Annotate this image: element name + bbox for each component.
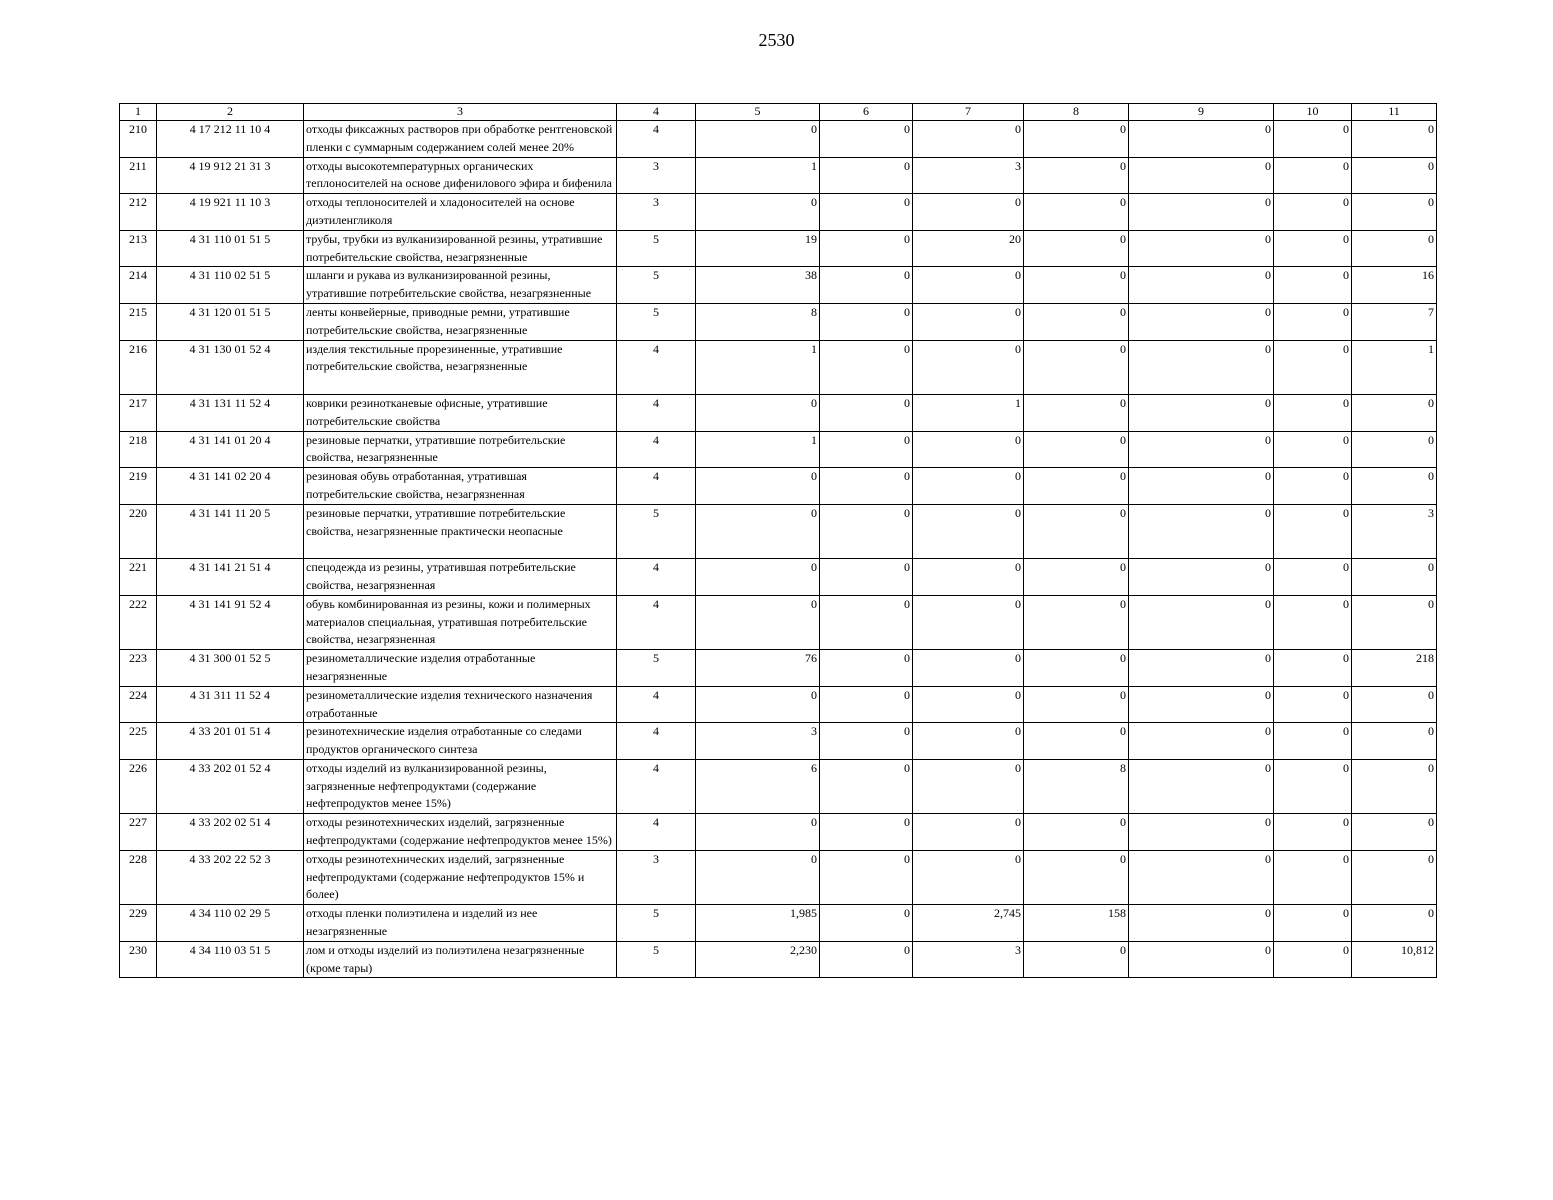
value-col-9: 0 [1129, 941, 1274, 978]
value-col-6: 0 [820, 468, 913, 505]
value-col-11: 0 [1352, 814, 1437, 851]
value-col-8: 0 [1024, 941, 1129, 978]
waste-description: резинометаллические изделия отработанные незагрязненные [304, 650, 617, 687]
waste-code: 4 31 141 02 20 4 [157, 468, 304, 505]
column-header-7: 7 [913, 104, 1024, 121]
waste-description: резиновые перчатки, утратившие потребительские свойства, незагрязненные [304, 431, 617, 468]
header-row [120, 104, 1437, 121]
value-col-11: 0 [1352, 194, 1437, 231]
waste-code: 4 31 110 01 51 5 [157, 230, 304, 267]
row-number: 230 [120, 941, 157, 978]
value-col-8: 0 [1024, 650, 1129, 687]
value-col-8: 158 [1024, 905, 1129, 942]
table-row [120, 941, 1437, 978]
row-number: 227 [120, 814, 157, 851]
value-col-6: 0 [820, 814, 913, 851]
table-row [120, 814, 1437, 851]
value-col-9: 0 [1129, 650, 1274, 687]
value-col-8: 0 [1024, 723, 1129, 760]
value-col-5: 1 [696, 157, 820, 194]
column-header-2: 2 [157, 104, 304, 121]
value-col-8: 0 [1024, 431, 1129, 468]
value-col-9: 0 [1129, 850, 1274, 904]
value-col-10: 0 [1274, 394, 1352, 431]
value-col-7: 0 [913, 650, 1024, 687]
waste-code: 4 34 110 03 51 5 [157, 941, 304, 978]
row-number: 216 [120, 340, 157, 394]
hazard-class: 5 [617, 303, 696, 340]
value-col-6: 0 [820, 723, 913, 760]
row-number: 226 [120, 759, 157, 813]
row-number: 229 [120, 905, 157, 942]
value-col-5: 0 [696, 468, 820, 505]
value-col-6: 0 [820, 121, 913, 158]
column-header-10: 10 [1274, 104, 1352, 121]
waste-code: 4 33 202 02 51 4 [157, 814, 304, 851]
hazard-class: 3 [617, 850, 696, 904]
row-number: 212 [120, 194, 157, 231]
table-row [120, 905, 1437, 942]
table-row [120, 559, 1437, 596]
value-col-11: 3 [1352, 504, 1437, 558]
value-col-11: 0 [1352, 394, 1437, 431]
value-col-5: 0 [696, 394, 820, 431]
hazard-class: 5 [617, 230, 696, 267]
table-row [120, 267, 1437, 304]
value-col-10: 0 [1274, 686, 1352, 723]
hazard-class: 4 [617, 394, 696, 431]
table-row [120, 595, 1437, 649]
table-header [120, 104, 1437, 121]
value-col-7: 0 [913, 504, 1024, 558]
value-col-6: 0 [820, 905, 913, 942]
value-col-7: 0 [913, 431, 1024, 468]
value-col-11: 0 [1352, 468, 1437, 505]
value-col-9: 0 [1129, 504, 1274, 558]
value-col-7: 1 [913, 394, 1024, 431]
table-row [120, 686, 1437, 723]
page-number: 2530 [758, 30, 795, 50]
value-col-11: 10,812 [1352, 941, 1437, 978]
value-col-5: 1,985 [696, 905, 820, 942]
value-col-6: 0 [820, 650, 913, 687]
value-col-6: 0 [820, 267, 913, 304]
value-col-9: 0 [1129, 121, 1274, 158]
table-row [120, 157, 1437, 194]
value-col-8: 0 [1024, 394, 1129, 431]
value-col-9: 0 [1129, 595, 1274, 649]
value-col-5: 1 [696, 340, 820, 394]
waste-code: 4 33 202 01 52 4 [157, 759, 304, 813]
value-col-7: 0 [913, 267, 1024, 304]
value-col-9: 0 [1129, 905, 1274, 942]
value-col-11: 0 [1352, 157, 1437, 194]
value-col-10: 0 [1274, 431, 1352, 468]
value-col-10: 0 [1274, 468, 1352, 505]
value-col-5: 3 [696, 723, 820, 760]
value-col-8: 0 [1024, 340, 1129, 394]
value-col-5: 38 [696, 267, 820, 304]
value-col-11: 0 [1352, 759, 1437, 813]
value-col-5: 6 [696, 759, 820, 813]
hazard-class: 3 [617, 194, 696, 231]
value-col-7: 0 [913, 814, 1024, 851]
waste-description: отходы фиксажных растворов при обработке рентгеновской пленки с суммарным содержанием солей менее 20% [304, 121, 617, 158]
value-col-10: 0 [1274, 194, 1352, 231]
value-col-6: 0 [820, 394, 913, 431]
value-col-7: 0 [913, 340, 1024, 394]
table-row [120, 230, 1437, 267]
value-col-8: 0 [1024, 686, 1129, 723]
value-col-10: 0 [1274, 814, 1352, 851]
value-col-5: 0 [696, 121, 820, 158]
hazard-class: 5 [617, 941, 696, 978]
value-col-9: 0 [1129, 194, 1274, 231]
waste-code: 4 31 141 11 20 5 [157, 504, 304, 558]
column-header-9: 9 [1129, 104, 1274, 121]
value-col-10: 0 [1274, 504, 1352, 558]
table-row [120, 723, 1437, 760]
value-col-7: 0 [913, 759, 1024, 813]
value-col-10: 0 [1274, 723, 1352, 760]
table-row [120, 394, 1437, 431]
row-number: 220 [120, 504, 157, 558]
value-col-7: 0 [913, 723, 1024, 760]
value-col-10: 0 [1274, 905, 1352, 942]
value-col-6: 0 [820, 194, 913, 231]
value-col-8: 0 [1024, 595, 1129, 649]
value-col-9: 0 [1129, 431, 1274, 468]
waste-description: резиновые перчатки, утратившие потребительские свойства, незагрязненные практически неопасные [304, 504, 617, 558]
value-col-11: 0 [1352, 850, 1437, 904]
table-row [120, 194, 1437, 231]
hazard-class: 5 [617, 905, 696, 942]
value-col-10: 0 [1274, 759, 1352, 813]
column-header-5: 5 [696, 104, 820, 121]
value-col-5: 1 [696, 431, 820, 468]
table-row [120, 303, 1437, 340]
value-col-10: 0 [1274, 340, 1352, 394]
waste-description: обувь комбинированная из резины, кожи и полимерных материалов специальная, утратившая потребительские свойства, незагрязненная [304, 595, 617, 649]
row-number: 218 [120, 431, 157, 468]
value-col-6: 0 [820, 850, 913, 904]
hazard-class: 4 [617, 595, 696, 649]
waste-code: 4 34 110 02 29 5 [157, 905, 304, 942]
value-col-8: 0 [1024, 468, 1129, 505]
table-row [120, 850, 1437, 904]
value-col-8: 0 [1024, 121, 1129, 158]
row-number: 228 [120, 850, 157, 904]
row-number: 223 [120, 650, 157, 687]
waste-code: 4 33 201 01 51 4 [157, 723, 304, 760]
value-col-10: 0 [1274, 157, 1352, 194]
table-row [120, 650, 1437, 687]
value-col-10: 0 [1274, 850, 1352, 904]
value-col-11: 218 [1352, 650, 1437, 687]
waste-code: 4 31 120 01 51 5 [157, 303, 304, 340]
waste-description: резинометаллические изделия технического назначения отработанные [304, 686, 617, 723]
hazard-class: 4 [617, 759, 696, 813]
waste-description: отходы пленки полиэтилена и изделий из нее незагрязненные [304, 905, 617, 942]
value-col-6: 0 [820, 559, 913, 596]
value-col-6: 0 [820, 759, 913, 813]
waste-code: 4 17 212 11 10 4 [157, 121, 304, 158]
value-col-11: 1 [1352, 340, 1437, 394]
value-col-10: 0 [1274, 121, 1352, 158]
value-col-5: 19 [696, 230, 820, 267]
row-number: 213 [120, 230, 157, 267]
value-col-7: 0 [913, 121, 1024, 158]
value-col-10: 0 [1274, 267, 1352, 304]
hazard-class: 4 [617, 431, 696, 468]
value-col-6: 0 [820, 303, 913, 340]
hazard-class: 5 [617, 267, 696, 304]
hazard-class: 4 [617, 723, 696, 760]
waste-description: ленты конвейерные, приводные ремни, утратившие потребительские свойства, незагрязненные [304, 303, 617, 340]
value-col-9: 0 [1129, 686, 1274, 723]
row-number: 224 [120, 686, 157, 723]
column-header-6: 6 [820, 104, 913, 121]
value-col-6: 0 [820, 504, 913, 558]
table-row [120, 504, 1437, 558]
column-header-8: 8 [1024, 104, 1129, 121]
waste-code: 4 31 131 11 52 4 [157, 394, 304, 431]
hazard-class: 4 [617, 121, 696, 158]
value-col-9: 0 [1129, 303, 1274, 340]
hazard-class: 4 [617, 686, 696, 723]
value-col-10: 0 [1274, 595, 1352, 649]
waste-description: изделия текстильные прорезиненные, утратившие потребительские свойства, незагрязненные [304, 340, 617, 394]
row-number: 210 [120, 121, 157, 158]
waste-description: коврики резинотканевые офисные, утратившие потребительские свойства [304, 394, 617, 431]
value-col-10: 0 [1274, 559, 1352, 596]
value-col-11: 0 [1352, 595, 1437, 649]
table-row [120, 121, 1437, 158]
row-number: 217 [120, 394, 157, 431]
table-row [120, 340, 1437, 394]
row-number: 222 [120, 595, 157, 649]
value-col-9: 0 [1129, 814, 1274, 851]
waste-code: 4 31 141 01 20 4 [157, 431, 304, 468]
column-header-1: 1 [120, 104, 157, 121]
value-col-8: 8 [1024, 759, 1129, 813]
waste-code: 4 33 202 22 52 3 [157, 850, 304, 904]
waste-description: отходы изделий из вулканизированной резины, загрязненные нефтепродуктами (содержание нефтепродуктов менее 15%) [304, 759, 617, 813]
waste-code: 4 19 921 11 10 3 [157, 194, 304, 231]
value-col-9: 0 [1129, 230, 1274, 267]
value-col-5: 76 [696, 650, 820, 687]
value-col-6: 0 [820, 340, 913, 394]
value-col-11: 7 [1352, 303, 1437, 340]
value-col-7: 20 [913, 230, 1024, 267]
value-col-9: 0 [1129, 559, 1274, 596]
value-col-10: 0 [1274, 230, 1352, 267]
table-body [120, 121, 1437, 978]
row-number: 225 [120, 723, 157, 760]
value-col-7: 2,745 [913, 905, 1024, 942]
value-col-11: 0 [1352, 431, 1437, 468]
waste-description: отходы резинотехнических изделий, загрязненные нефтепродуктами (содержание нефтепродуктов 15% и более) [304, 850, 617, 904]
column-header-3: 3 [304, 104, 617, 121]
hazard-class: 4 [617, 814, 696, 851]
value-col-7: 0 [913, 468, 1024, 505]
column-header-11: 11 [1352, 104, 1437, 121]
value-col-9: 0 [1129, 267, 1274, 304]
waste-description: резиновая обувь отработанная, утратившая потребительские свойства, незагрязненная [304, 468, 617, 505]
value-col-7: 0 [913, 850, 1024, 904]
waste-description: трубы, трубки из вулканизированной резины, утратившие потребительские свойства, незагрязненные [304, 230, 617, 267]
value-col-10: 0 [1274, 303, 1352, 340]
waste-code: 4 31 110 02 51 5 [157, 267, 304, 304]
value-col-8: 0 [1024, 230, 1129, 267]
value-col-6: 0 [820, 230, 913, 267]
row-number: 221 [120, 559, 157, 596]
hazard-class: 4 [617, 340, 696, 394]
value-col-11: 0 [1352, 686, 1437, 723]
value-col-5: 0 [696, 595, 820, 649]
waste-description: отходы теплоносителей и хладоносителей на основе диэтиленгликоля [304, 194, 617, 231]
value-col-8: 0 [1024, 194, 1129, 231]
row-number: 214 [120, 267, 157, 304]
waste-code: 4 31 130 01 52 4 [157, 340, 304, 394]
value-col-8: 0 [1024, 850, 1129, 904]
value-col-5: 2,230 [696, 941, 820, 978]
value-col-7: 3 [913, 157, 1024, 194]
value-col-9: 0 [1129, 468, 1274, 505]
hazard-class: 3 [617, 157, 696, 194]
value-col-8: 0 [1024, 559, 1129, 596]
value-col-7: 0 [913, 194, 1024, 231]
waste-description: отходы резинотехнических изделий, загрязненные нефтепродуктами (содержание нефтепродуктов менее 15%) [304, 814, 617, 851]
waste-table [119, 103, 1437, 978]
hazard-class: 5 [617, 650, 696, 687]
hazard-class: 4 [617, 468, 696, 505]
value-col-9: 0 [1129, 340, 1274, 394]
value-col-5: 0 [696, 559, 820, 596]
value-col-9: 0 [1129, 723, 1274, 760]
value-col-8: 0 [1024, 157, 1129, 194]
table-row [120, 759, 1437, 813]
value-col-5: 0 [696, 850, 820, 904]
value-col-5: 0 [696, 686, 820, 723]
value-col-9: 0 [1129, 157, 1274, 194]
value-col-8: 0 [1024, 504, 1129, 558]
value-col-5: 0 [696, 504, 820, 558]
value-col-6: 0 [820, 941, 913, 978]
value-col-10: 0 [1274, 650, 1352, 687]
value-col-7: 3 [913, 941, 1024, 978]
waste-code: 4 31 141 21 51 4 [157, 559, 304, 596]
table-row [120, 431, 1437, 468]
value-col-7: 0 [913, 686, 1024, 723]
waste-code: 4 19 912 21 31 3 [157, 157, 304, 194]
value-col-11: 16 [1352, 267, 1437, 304]
value-col-6: 0 [820, 686, 913, 723]
waste-code: 4 31 300 01 52 5 [157, 650, 304, 687]
value-col-5: 0 [696, 814, 820, 851]
value-col-7: 0 [913, 303, 1024, 340]
value-col-5: 0 [696, 194, 820, 231]
value-col-7: 0 [913, 559, 1024, 596]
value-col-8: 0 [1024, 267, 1129, 304]
hazard-class: 4 [617, 559, 696, 596]
row-number: 211 [120, 157, 157, 194]
value-col-9: 0 [1129, 759, 1274, 813]
waste-description: отходы высокотемпературных органических теплоносителей на основе дифенилового эфира и бифенила [304, 157, 617, 194]
value-col-10: 0 [1274, 941, 1352, 978]
value-col-11: 0 [1352, 121, 1437, 158]
value-col-6: 0 [820, 157, 913, 194]
value-col-6: 0 [820, 595, 913, 649]
waste-description: спецодежда из резины, утратившая потребительские свойства, незагрязненная [304, 559, 617, 596]
value-col-7: 0 [913, 595, 1024, 649]
hazard-class: 5 [617, 504, 696, 558]
waste-description: шланги и рукава из вулканизированной резины, утратившие потребительские свойства, незагрязненные [304, 267, 617, 304]
waste-description: лом и отходы изделий из полиэтилена незагрязненные (кроме тары) [304, 941, 617, 978]
row-number: 219 [120, 468, 157, 505]
value-col-9: 0 [1129, 394, 1274, 431]
table-row [120, 468, 1437, 505]
value-col-5: 8 [696, 303, 820, 340]
waste-description: резинотехнические изделия отработанные со следами продуктов органического синтеза [304, 723, 617, 760]
value-col-11: 0 [1352, 723, 1437, 760]
column-header-4: 4 [617, 104, 696, 121]
value-col-11: 0 [1352, 230, 1437, 267]
value-col-11: 0 [1352, 559, 1437, 596]
value-col-8: 0 [1024, 814, 1129, 851]
value-col-11: 0 [1352, 905, 1437, 942]
waste-code: 4 31 311 11 52 4 [157, 686, 304, 723]
value-col-8: 0 [1024, 303, 1129, 340]
row-number: 215 [120, 303, 157, 340]
value-col-6: 0 [820, 431, 913, 468]
waste-code: 4 31 141 91 52 4 [157, 595, 304, 649]
